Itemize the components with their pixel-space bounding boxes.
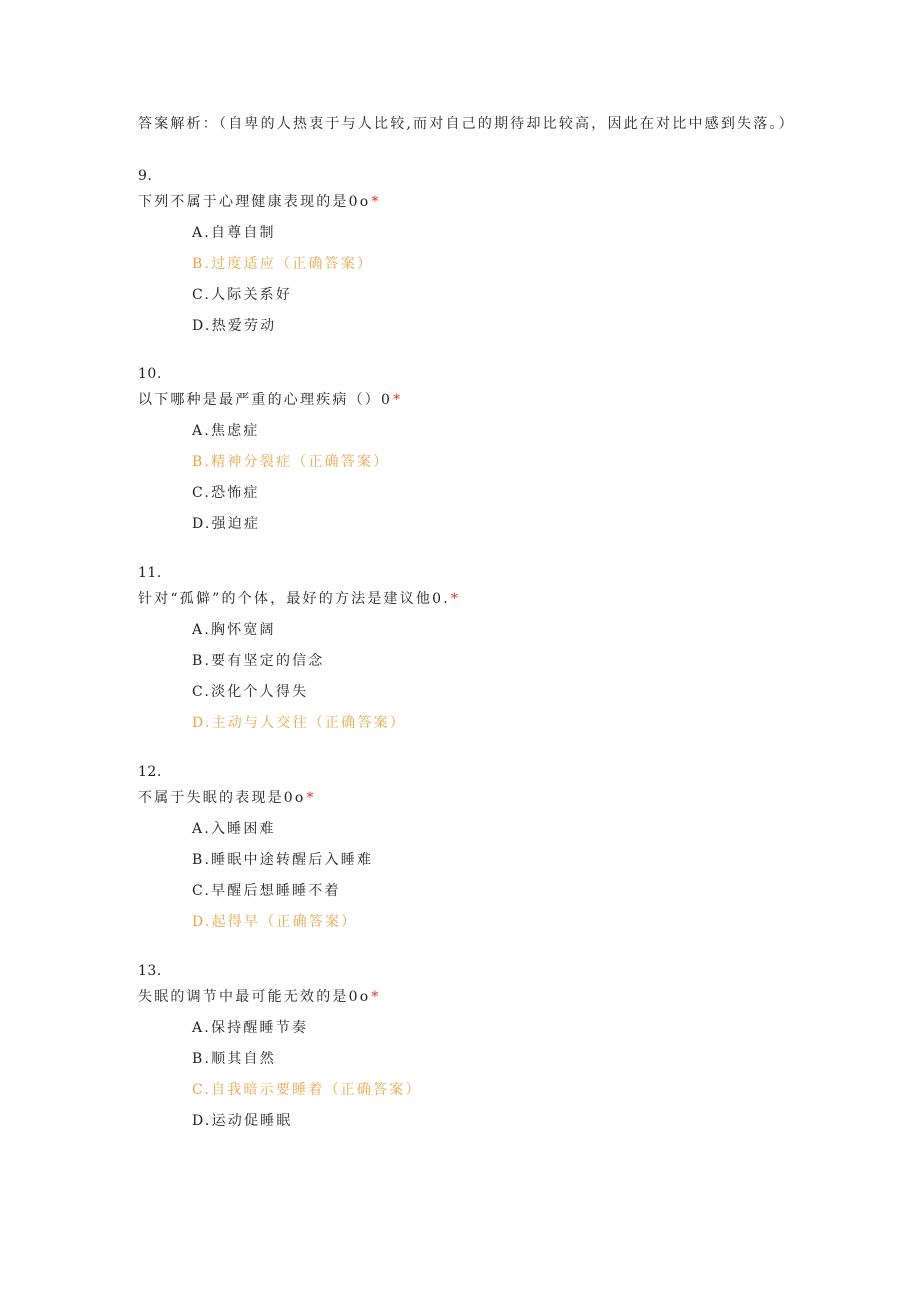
question-10	[138, 364, 878, 545]
question-number: 11.	[138, 565, 162, 581]
option-list	[138, 819, 878, 943]
question-text	[138, 390, 878, 410]
question-12	[138, 762, 878, 943]
required-asterisk: *	[371, 989, 379, 1005]
option-a: A.保持醒睡节奏	[192, 1020, 309, 1036]
question-number: 10.	[138, 366, 162, 382]
question-text-content: 以下哪种是最严重的心理疾病（）0	[138, 392, 393, 408]
answer-explanation: 答案解析：（自卑的人热衷于与人比较,而对自己的期待却比较高，因此在对比中感到失落。）	[138, 116, 795, 132]
option-a: A.胸怀宽阔	[192, 622, 276, 638]
option-list	[138, 1018, 878, 1142]
question-text	[138, 192, 878, 212]
option-b: B.睡眠中途转醒后入睡难	[192, 852, 374, 868]
option-c: C.早醒后想睡睡不着	[192, 883, 341, 899]
required-asterisk: *	[371, 194, 379, 210]
question-text	[138, 987, 878, 1007]
option-b-correct: B.精神分裂症（正确答案）	[192, 454, 390, 470]
option-b: B.要有坚定的信念	[192, 653, 325, 669]
required-asterisk: *	[306, 790, 314, 806]
question-number: 13.	[138, 963, 162, 979]
question-13	[138, 961, 878, 1142]
required-asterisk: *	[450, 591, 458, 607]
question-11	[138, 563, 878, 744]
option-d: D.热爱劳动	[192, 318, 277, 334]
question-text	[138, 589, 878, 609]
question-number: 12.	[138, 764, 162, 780]
question-text-content: 针对“孤僻”的个体，最好的方法是建议他0.	[138, 591, 450, 607]
option-c: C.人际关系好	[192, 287, 293, 303]
option-a: A.焦虑症	[192, 423, 260, 439]
question-9	[138, 166, 878, 347]
question-text-content: 不属于失眠的表现是0o	[138, 790, 306, 806]
question-text-content: 失眠的调节中最可能无效的是0o	[138, 989, 371, 1005]
option-a: A.自尊自制	[192, 225, 276, 241]
option-c: C.淡化个人得失	[192, 684, 309, 700]
option-d: D.强迫症	[192, 516, 261, 532]
option-a: A.入睡困难	[192, 821, 276, 837]
option-list	[138, 620, 878, 744]
option-d-correct: D.起得早（正确答案）	[192, 914, 358, 930]
option-list	[138, 421, 878, 545]
question-text	[138, 788, 878, 808]
question-text-content: 下列不属于心理健康表现的是0o	[138, 194, 371, 210]
question-number: 9.	[138, 168, 153, 184]
option-c: C.恐怖症	[192, 485, 260, 501]
option-c-correct: C.自我暗示要睡着（正确答案）	[192, 1082, 422, 1098]
required-asterisk: *	[393, 392, 401, 408]
option-d: D.运动促睡眠	[192, 1113, 293, 1129]
option-b: B.顺其自然	[192, 1051, 276, 1067]
option-d-correct: D.主动与人交往（正确答案）	[192, 715, 406, 731]
option-list	[138, 223, 878, 347]
option-b-correct: B.过度适应（正确答案）	[192, 256, 374, 272]
